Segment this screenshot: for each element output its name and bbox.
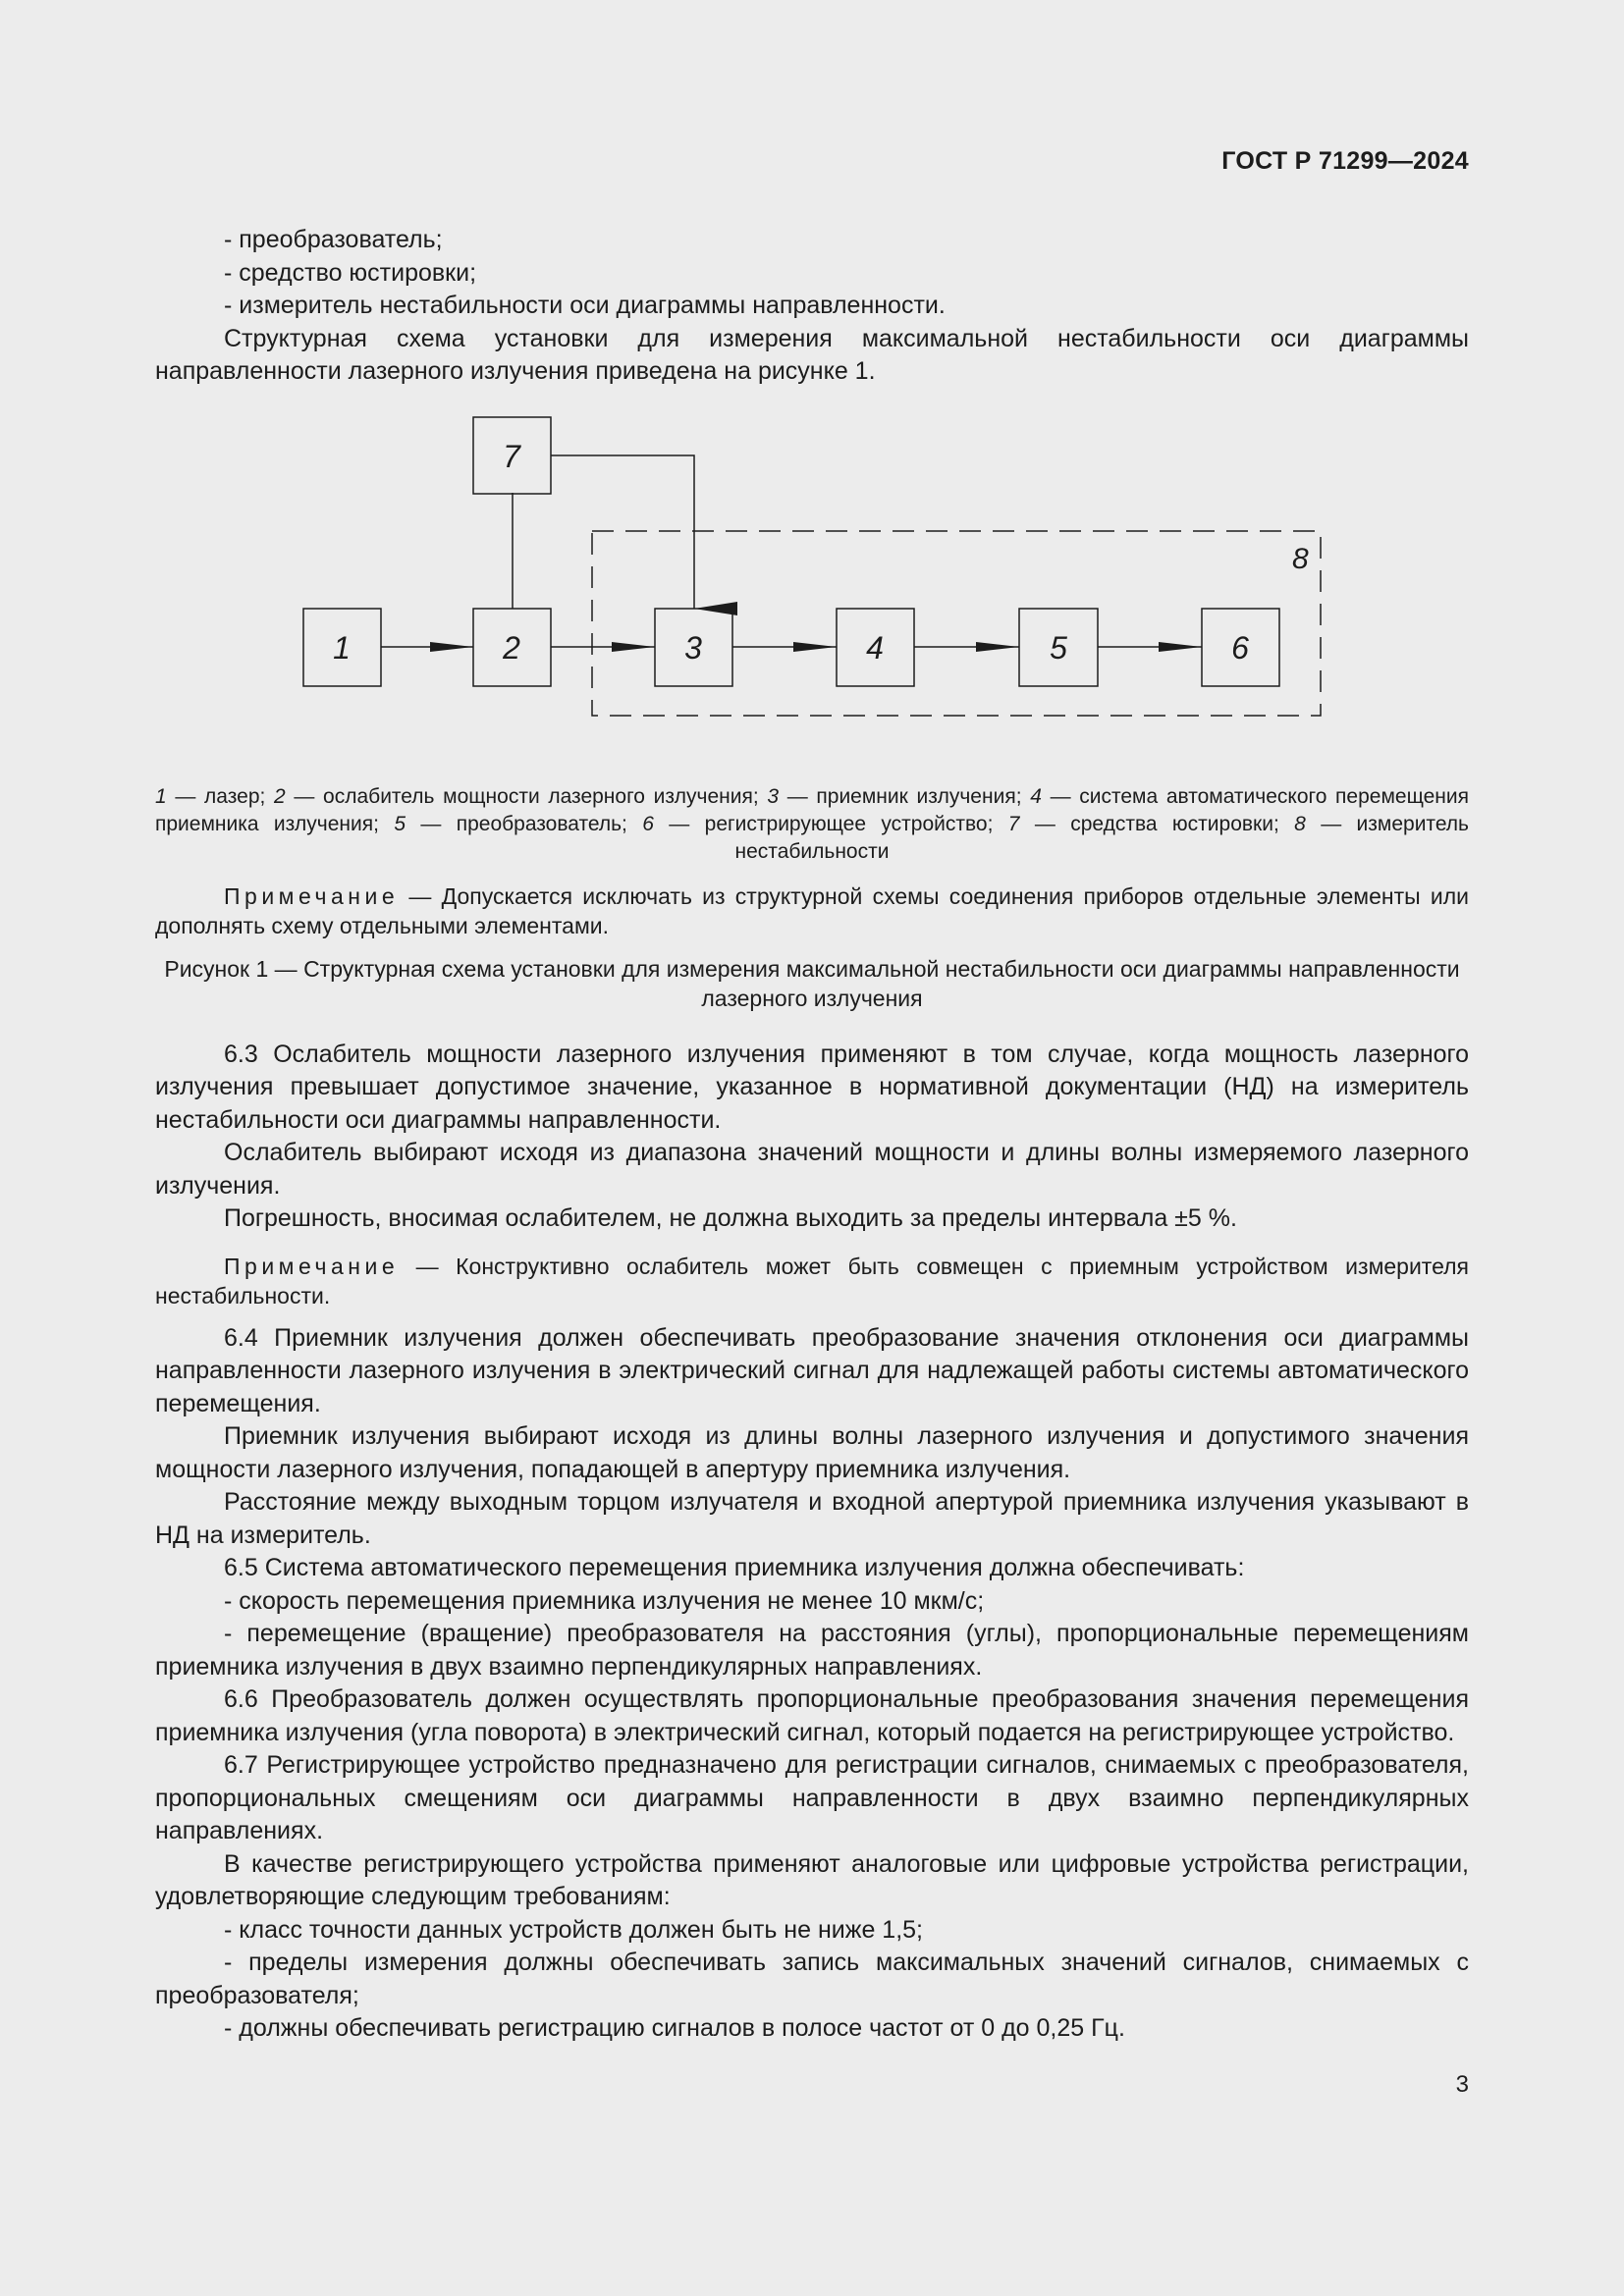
figure-title: Рисунок 1 — Структурная схема установки для измерения максимальной нестабильности оси диаграммы направленности лазерного излучения [164, 955, 1460, 1011]
paragraph: 6.7 Регистрирующее устройство предназначено для регистрации сигналов, снимаемых с преобразователя, пропорциональных смещениям оси диаграммы направленности в двух взаимно перпендикулярных направлениях. [155, 1751, 1469, 1844]
paragraph: 6.5 Система автоматического перемещения приемника излучения должна обеспечивать: [224, 1554, 1245, 1581]
svg-text:4: 4 [866, 629, 884, 666]
list-item: - измеритель нестабильности оси диаграммы направленности. [224, 292, 946, 319]
note: Примечание — Допускается исключать из структурной схемы соединения приборов отдельные элементы или дополнять схему отдельными элементами. [155, 882, 1469, 938]
paragraph: 6.6 Преобразователь должен осуществлять пропорциональные преобразования значения перемещения приемника излучения (угла поворота) в электрический сигнал, который подается на регистрирующее устройство. [155, 1685, 1469, 1746]
block-diagram [155, 412, 1469, 766]
paragraph: Структурная схема установки для измерения максимальной нестабильности оси диаграммы направленности лазерного излучения приведена на рисунке 1. [155, 324, 1469, 385]
section-6-7 [155, 1749, 1469, 2046]
group-8-label: 8 [1292, 542, 1309, 575]
arrow-7-3 [551, 455, 694, 609]
svg-text:1: 1 [333, 629, 351, 666]
section-6-5 [155, 1552, 1469, 1683]
list-item: - средство юстировки; [224, 258, 477, 287]
list-item: - класс точности данных устройств должен быть не ниже 1,5; [224, 1915, 923, 1944]
block-4 [837, 609, 914, 686]
paragraph: Расстояние между выходным торцом излучателя и входной апертурой приемника излучения указывают в НД на измеритель. [155, 1488, 1469, 1549]
block-6 [1202, 609, 1279, 686]
section-6-6 [155, 1683, 1469, 1749]
section-6-3 [155, 1039, 1469, 1236]
page-number: 3 [1455, 2071, 1469, 2098]
list-item: - пределы измерения должны обеспечивать запись максимальных значений сигналов, снимаемых с преобразователя; [155, 1949, 1469, 2009]
section-6-4 [155, 1322, 1469, 1553]
svg-text:3: 3 [684, 629, 702, 666]
list-item: - должны обеспечивать регистрацию сигналов в полосе частот от 0 до 0,25 Гц. [224, 2014, 1125, 2042]
document-header: ГОСТ Р 71299—2024 [1221, 147, 1469, 175]
list-item: - скорость перемещения приемника излучения не менее 10 мкм/с; [224, 1586, 985, 1615]
page-content [155, 224, 1469, 2046]
paragraph: В качестве регистрирующего устройства применяют аналоговые или цифровые устройства регистрации, удовлетворяющие следующим требованиям: [155, 1849, 1469, 1910]
paragraph: 6.3 Ослабитель мощности лазерного излучения применяют в том случае, когда мощность лазерного излучения превышает допустимое значение, указанное в нормативной документации (НД) на измеритель нестабильности оси диаграммы направленности. [155, 1040, 1469, 1134]
list-item: - перемещение (вращение) преобразователя на расстояния (углы), пропорциональные перемещениям приемника излучения в двух взаимно перпендикулярных направлениях. [155, 1620, 1469, 1681]
paragraph: Ослабитель выбирают исходя из диапазона значений мощности и длины волны измеряемого лазерного излучения. [155, 1139, 1469, 1200]
block-3 [655, 609, 732, 686]
block-7 [473, 417, 551, 494]
svg-text:6: 6 [1231, 629, 1249, 666]
paragraph: Приемник излучения выбирают исходя из длины волны лазерного излучения и допустимого значения мощности лазерного излучения, попадающей в апертуру приемника излучения. [155, 1422, 1469, 1483]
block-1 [303, 609, 381, 686]
block-5 [1019, 609, 1098, 686]
svg-text:2: 2 [503, 629, 520, 666]
diagram-svg [155, 412, 1469, 766]
figure-legend: 1 — лазер; 2 — ослабитель мощности лазерного излучения; 3 — приемник излучения; 4 — система автоматического перемещения приемника излучения; 5 — преобразователь; 6 — регистрирующее устройство; 7 — средства юстировки; 8 — измеритель нестабильности [155, 784, 1469, 863]
svg-text:5: 5 [1050, 629, 1067, 666]
list-item: - преобразователь; [224, 226, 443, 253]
paragraph: 6.4 Приемник излучения должен обеспечивать преобразование значения отклонения оси диаграммы направленности лазерного излучения в электрический сигнал для надлежащей работы системы автоматического перемещения. [155, 1323, 1469, 1417]
group-8-frame [592, 531, 1321, 716]
paragraph: Погрешность, вносимая ослабителем, не должна выходить за пределы интервала ±5 %. [224, 1204, 1237, 1232]
block-2 [473, 609, 551, 686]
svg-text:7: 7 [503, 438, 520, 474]
note: Примечание — Конструктивно ослабитель может быть совмещен с приемным устройством измерителя нестабильности. [155, 1253, 1469, 1308]
